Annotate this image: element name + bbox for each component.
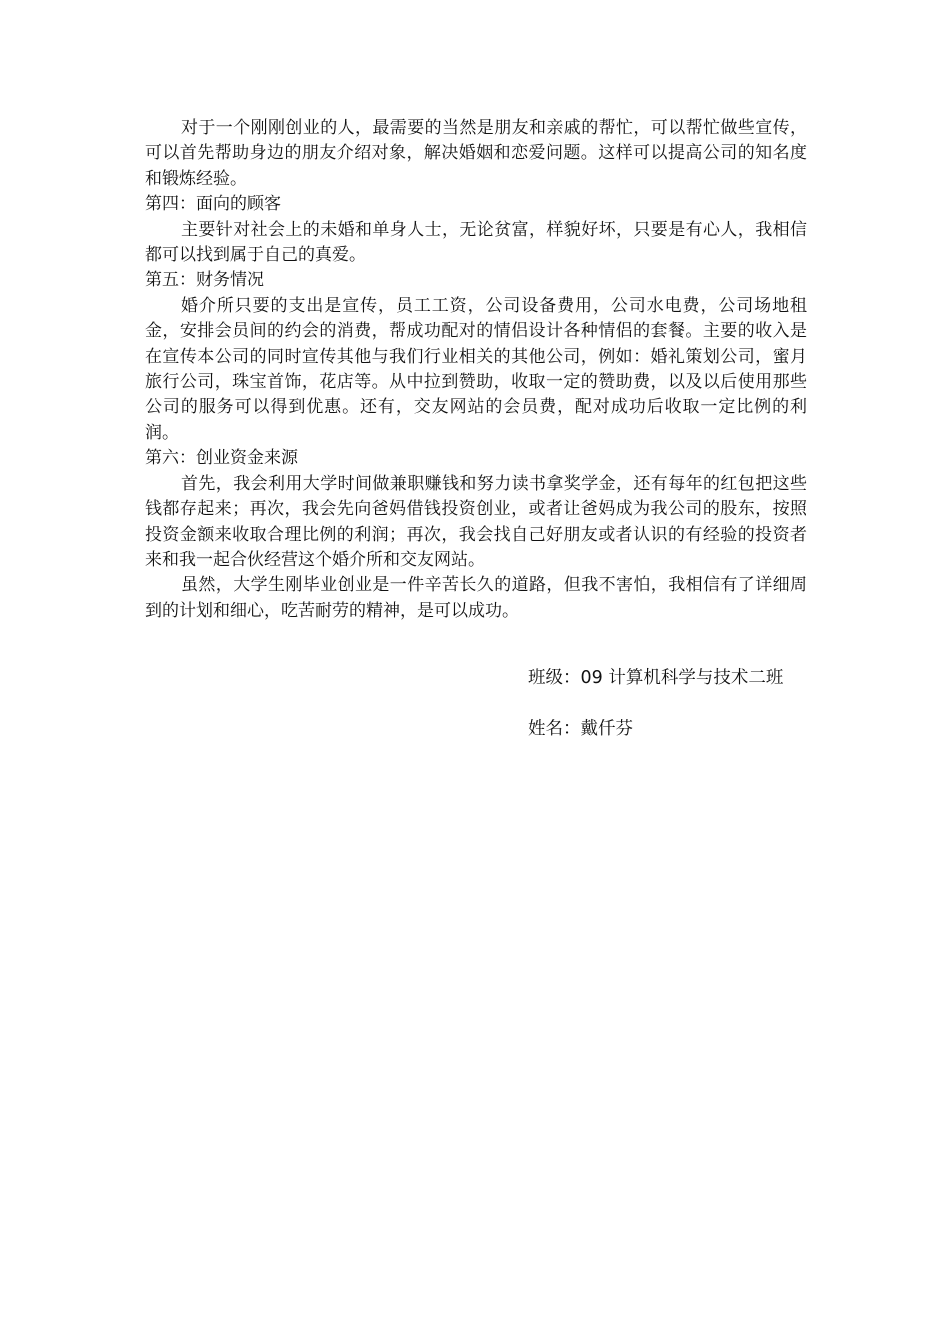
paragraph-promotion: 对于一个刚刚创业的人，最需要的当然是朋友和亲戚的帮忙，可以帮忙做些宣传，可以首先帮助身边的朋友介绍对象，解决婚姻和恋爱问题。这样可以提高公司的知名度和锻炼经验。: [145, 118, 807, 189]
section-heading-funding: 第六：创业资金来源: [145, 448, 298, 469]
signature-name-line: 姓名：戴仟芬: [528, 719, 633, 739]
paragraph-customers: 主要针对社会上的未婚和单身人士，无论贫富，样貌好坏，只要是有心人，我相信都可以找到属于自己的真爱。: [145, 219, 807, 266]
section-heading-finance: 第五：财务情况: [145, 270, 264, 291]
section-heading-customers: 第四：面向的顾客: [145, 194, 281, 215]
document-body: [145, 116, 807, 624]
paragraph-funding: 首先，我会利用大学时间做兼职赚钱和努力读书拿奖学金，还有每年的红包把这些钱都存起来；再次，我会先向爸妈借钱投资创业，或者让爸妈成为我公司的股东，按照投资金额来收取合理比例的利润；再次，我会找自己好朋友或者认识的有经验的投资者来和我一起合伙经营这个婚介所和交友网站。: [145, 473, 807, 570]
signature-class-line: 班级：09 计算机科学与技术二班: [528, 668, 784, 688]
paragraph-finance: 婚介所只要的支出是宣传，员工工资，公司设备费用，公司水电费，公司场地租金，安排会员间的约会的消费，帮成功配对的情侣设计各种情侣的套餐。主要的收入是在宣传本公司的同时宣传其他与我们行业相关的其他公司，例如：婚礼策划公司，蜜月旅行公司，珠宝首饰，花店等。从中拉到赞助，收取一定的赞助费，以及以后使用那些公司的服务可以得到优惠。还有，交友网站的会员费，配对成功后收取一定比例的利润。: [145, 295, 807, 443]
paragraph-conclusion: 虽然，大学生刚毕业创业是一件辛苦长久的道路，但我不害怕，我相信有了详细周到的计划和细心，吃苦耐劳的精神，是可以成功。: [145, 575, 807, 621]
